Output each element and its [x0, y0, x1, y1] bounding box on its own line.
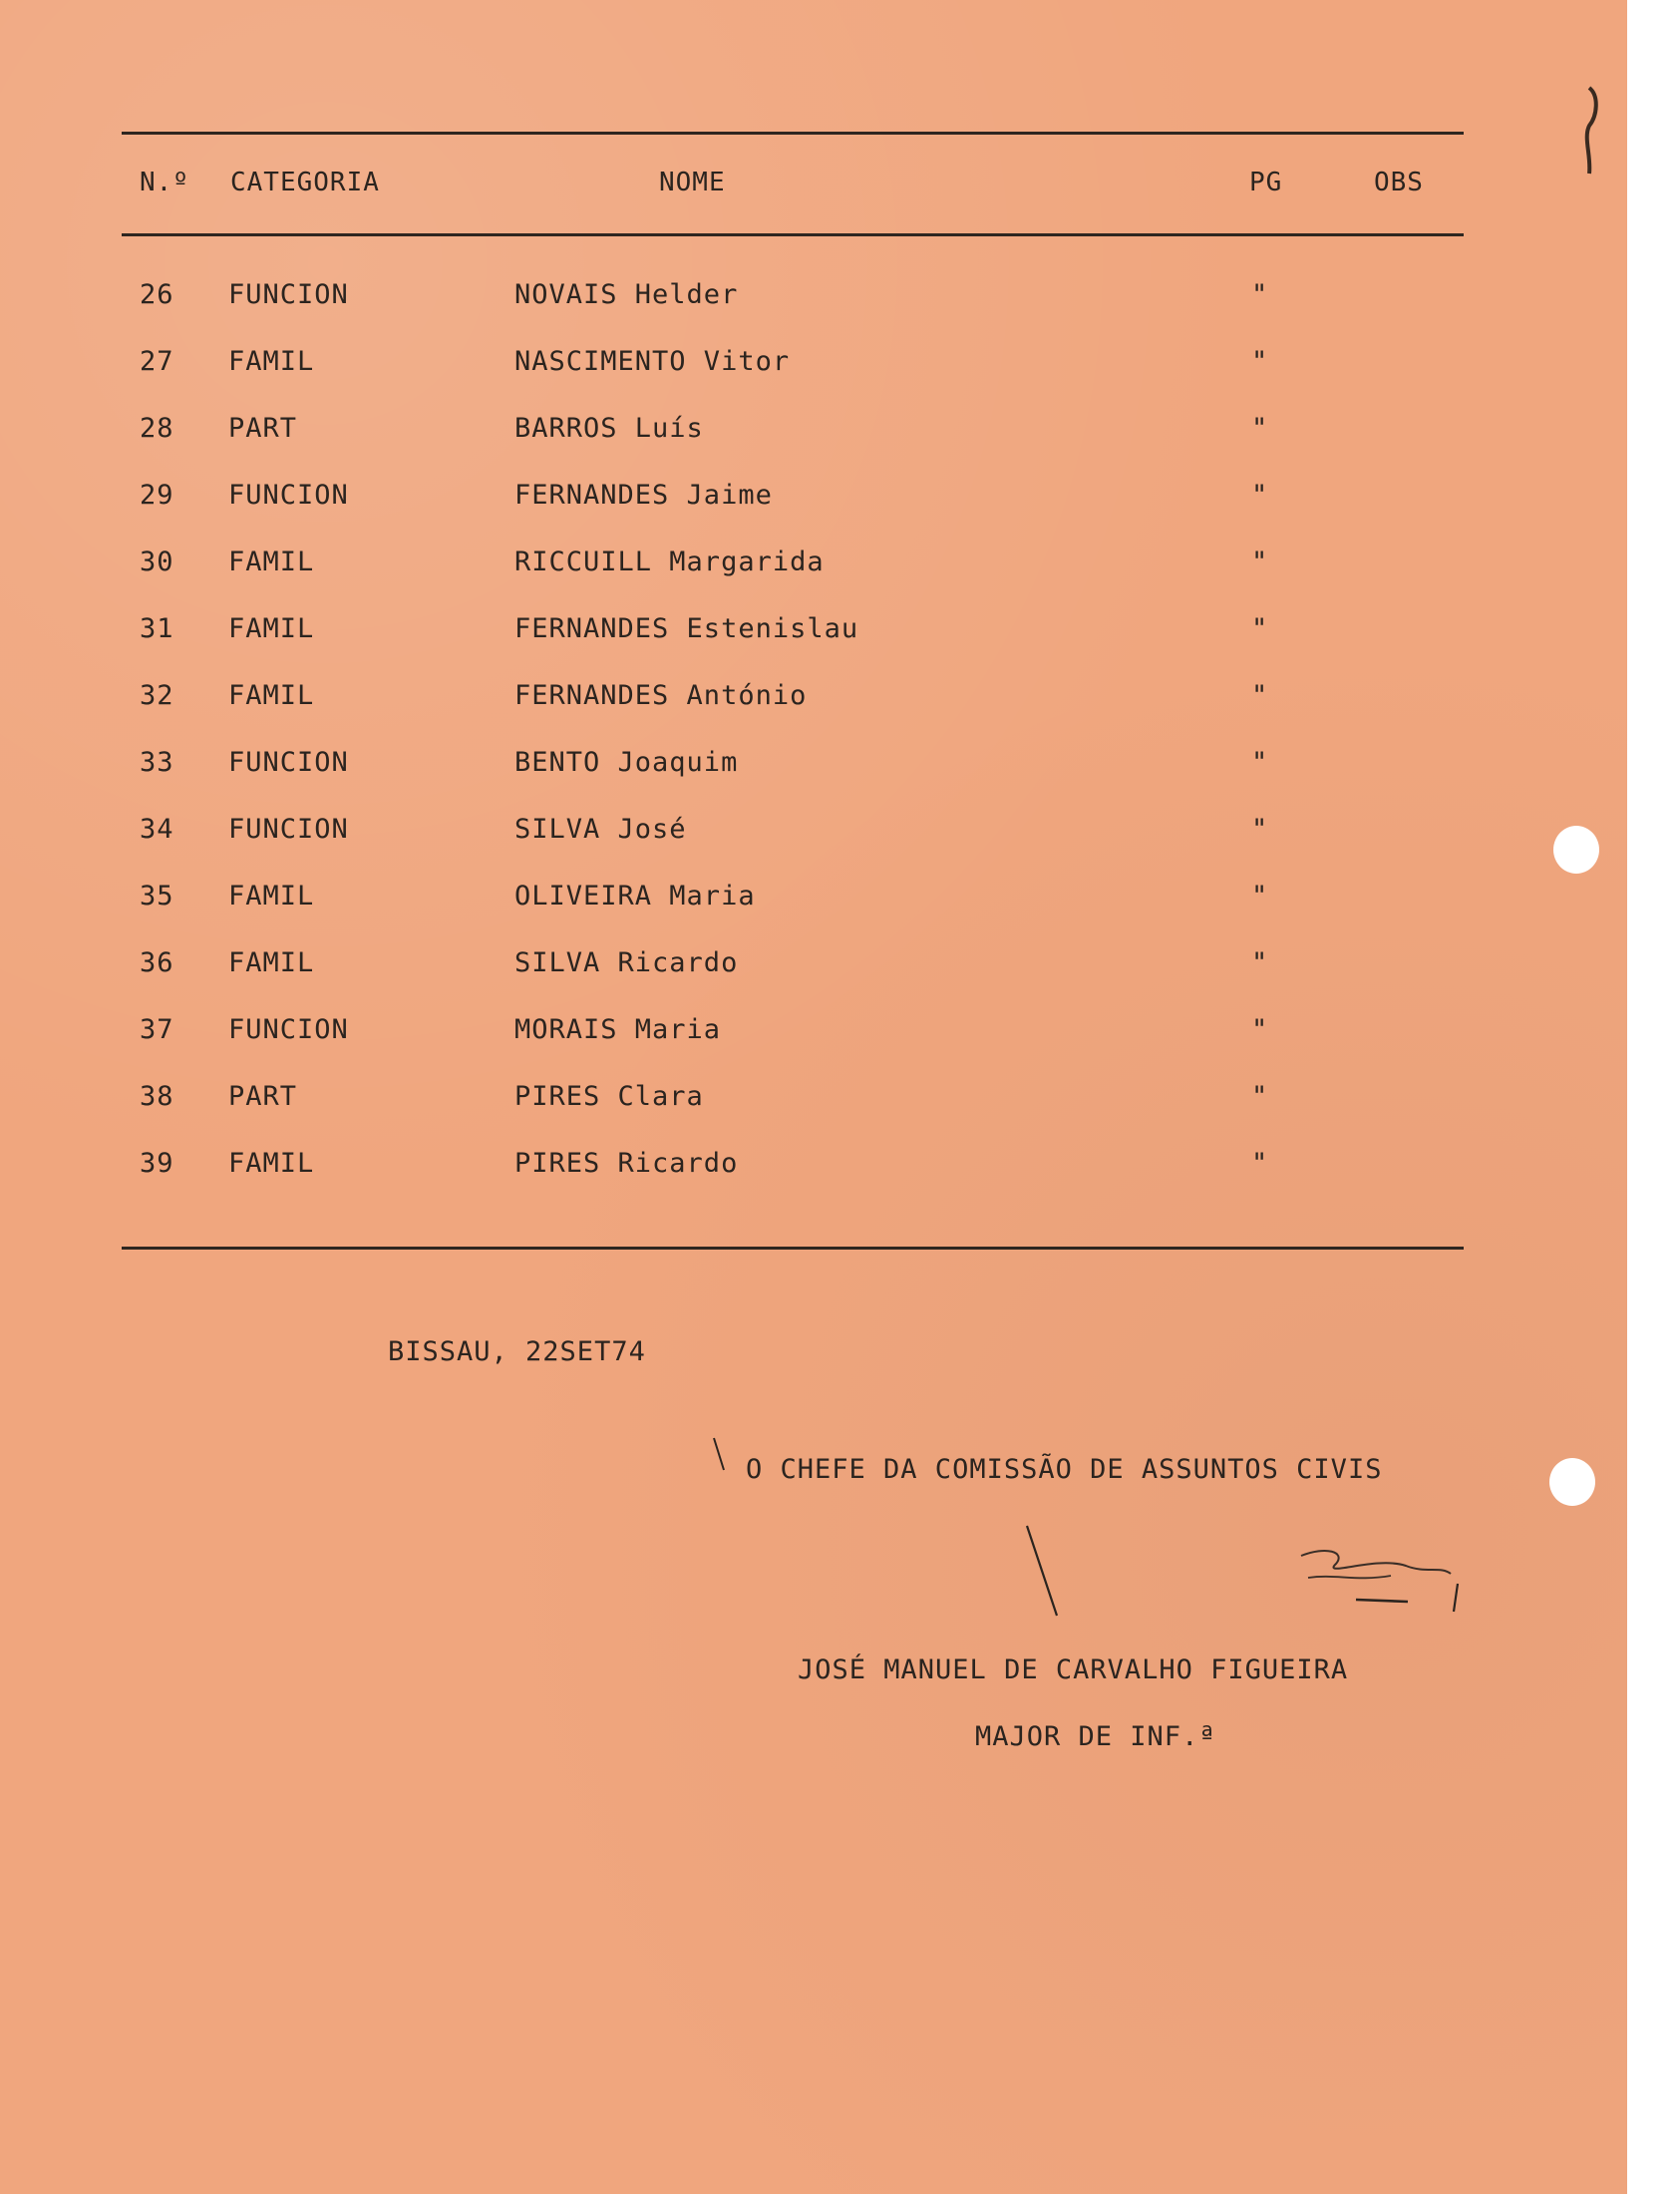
row-pg: "	[1251, 413, 1269, 444]
row-pg: "	[1251, 346, 1269, 377]
row-number: 37	[140, 1014, 174, 1045]
row-categoria: FUNCION	[228, 1014, 349, 1045]
row-pg: "	[1251, 1014, 1269, 1045]
table-row	[0, 1148, 1627, 1215]
row-number: 26	[140, 279, 174, 310]
staple-mark-icon	[1581, 86, 1601, 176]
row-pg: "	[1251, 747, 1269, 778]
table-row	[0, 680, 1627, 747]
row-categoria: FAMIL	[228, 947, 315, 978]
row-pg: "	[1251, 547, 1269, 577]
table-row	[0, 1081, 1627, 1148]
row-number: 39	[140, 1148, 174, 1179]
row-pg: "	[1251, 1148, 1269, 1179]
row-pg: "	[1251, 613, 1269, 644]
row-pg: "	[1251, 279, 1269, 310]
header-pg: PG	[1249, 168, 1283, 197]
table-body	[0, 279, 1627, 1215]
row-categoria: PART	[228, 1081, 298, 1112]
row-number: 35	[140, 881, 174, 912]
table-row	[0, 413, 1627, 480]
table-row	[0, 480, 1627, 547]
row-nome: RICCUILL Margarida	[514, 547, 825, 577]
row-pg: "	[1251, 1081, 1269, 1112]
row-nome: BARROS Luís	[514, 413, 704, 444]
row-categoria: PART	[228, 413, 298, 444]
signer-name: JOSÉ MANUEL DE CARVALHO FIGUEIRA	[798, 1654, 1349, 1685]
row-number: 36	[140, 947, 174, 978]
table-row	[0, 547, 1627, 613]
table-row	[0, 279, 1627, 346]
table-bottom-rule	[122, 1247, 1464, 1250]
header-categoria: CATEGORIA	[230, 168, 380, 197]
row-number: 31	[140, 613, 174, 644]
row-categoria: FAMIL	[228, 1148, 315, 1179]
row-pg: "	[1251, 680, 1269, 711]
row-number: 38	[140, 1081, 174, 1112]
row-nome: FERNANDES António	[514, 680, 808, 711]
row-number: 32	[140, 680, 174, 711]
row-number: 27	[140, 346, 174, 377]
table-row	[0, 747, 1627, 814]
row-pg: "	[1251, 814, 1269, 845]
row-pg: "	[1251, 480, 1269, 511]
row-nome: SILVA Ricardo	[514, 947, 739, 978]
place-date: BISSAU, 22SET74	[388, 1336, 646, 1367]
table-row	[0, 947, 1627, 1014]
row-nome: PIRES Clara	[514, 1081, 704, 1112]
row-nome: FERNANDES Estenislau	[514, 613, 859, 644]
row-number: 30	[140, 547, 174, 577]
row-nome: FERNANDES Jaime	[514, 480, 773, 511]
punch-hole-upper	[1553, 826, 1599, 874]
row-number: 33	[140, 747, 174, 778]
row-pg: "	[1251, 947, 1269, 978]
table-row	[0, 814, 1627, 881]
row-nome: BENTO Joaquim	[514, 747, 739, 778]
row-nome: SILVA José	[514, 814, 687, 845]
table-row	[0, 346, 1627, 413]
table-row	[0, 1014, 1627, 1081]
row-nome: NASCIMENTO Vitor	[514, 346, 791, 377]
table-header-rule	[122, 233, 1464, 236]
row-nome: MORAIS Maria	[514, 1014, 722, 1045]
row-categoria: FAMIL	[228, 547, 315, 577]
signature-scribble-icon	[997, 1516, 1496, 1626]
row-number: 34	[140, 814, 174, 845]
table-row	[0, 881, 1627, 947]
check-mark-icon	[712, 1436, 726, 1472]
row-categoria: FAMIL	[228, 613, 315, 644]
row-number: 28	[140, 413, 174, 444]
row-nome: OLIVEIRA Maria	[514, 881, 756, 912]
row-nome: NOVAIS Helder	[514, 279, 739, 310]
row-categoria: FUNCION	[228, 279, 349, 310]
row-categoria: FUNCION	[228, 480, 349, 511]
row-nome: PIRES Ricardo	[514, 1148, 739, 1179]
chief-title: O CHEFE DA COMISSÃO DE ASSUNTOS CIVIS	[746, 1454, 1383, 1485]
header-nome: NOME	[659, 168, 726, 197]
row-pg: "	[1251, 881, 1269, 912]
row-categoria: FAMIL	[228, 881, 315, 912]
table-row	[0, 613, 1627, 680]
row-number: 29	[140, 480, 174, 511]
signer-rank: MAJOR DE INF.ª	[975, 1721, 1216, 1752]
table-top-rule	[122, 132, 1464, 135]
header-number: N.º	[140, 168, 189, 197]
row-categoria: FAMIL	[228, 680, 315, 711]
row-categoria: FUNCION	[228, 814, 349, 845]
header-obs: OBS	[1374, 168, 1424, 197]
punch-hole-lower	[1549, 1458, 1595, 1506]
row-categoria: FUNCION	[228, 747, 349, 778]
row-categoria: FAMIL	[228, 346, 315, 377]
